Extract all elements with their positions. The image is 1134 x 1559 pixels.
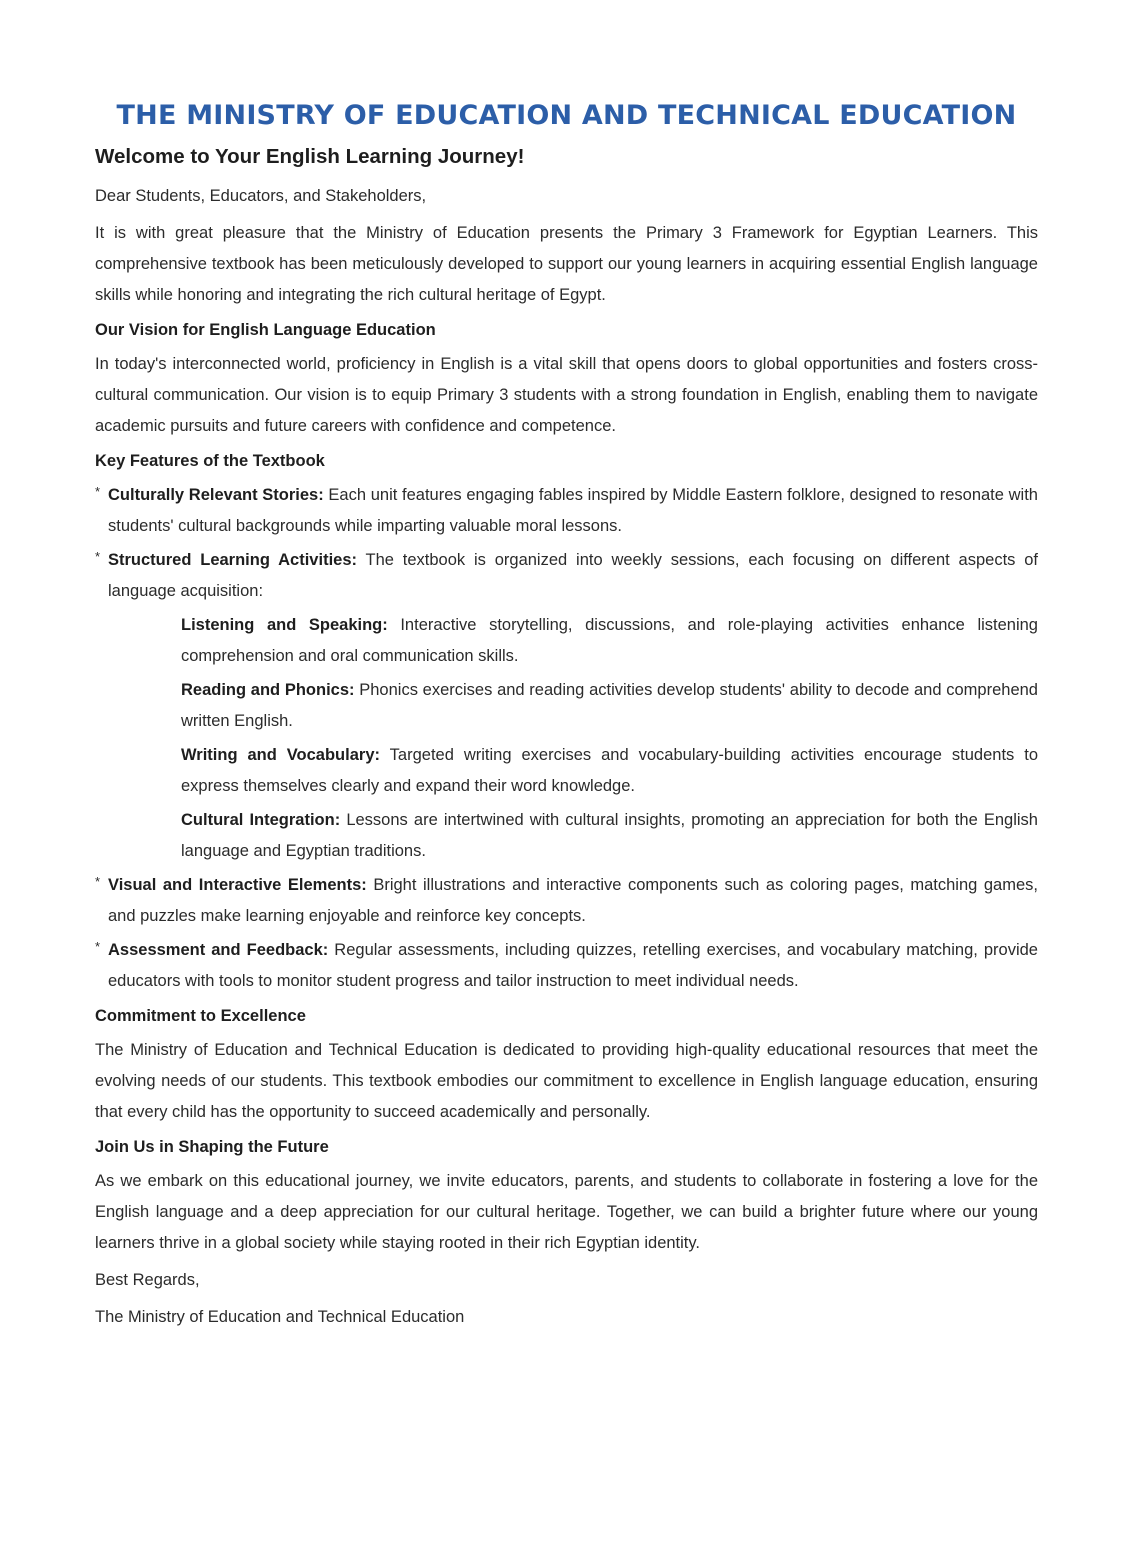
activity-text: Targeted writing exercises and vocabulary-building activities encourage students to express themselves clearly and expand their word knowledge.	[181, 746, 1038, 795]
vision-paragraph: In today's interconnected world, proficiency in English is a vital skill that opens doors to global opportunities and fosters cross-cultural communication. Our vision is to equip Primary 3 students with a strong foundation in English, enabling them to navigate academic pursuits and future careers with confidence and competence.	[95, 355, 1038, 435]
activity-label: Listening and Speaking:	[181, 616, 388, 634]
feature-item	[95, 480, 1038, 542]
feature-label: Structured Learning Activities:	[108, 551, 357, 569]
signature: The Ministry of Education and Technical Education	[95, 1308, 465, 1326]
feature-label: Assessment and Feedback:	[108, 941, 329, 959]
commitment-paragraph: The Ministry of Education and Technical Education is dedicated to providing high-quality educational resources that meet the evolving needs of our students. This textbook embodies our commitment to excellence in English language education, ensuring that every child has the opportunity to succeed academically and personally.	[95, 1041, 1038, 1121]
activity-text: Interactive storytelling, discussions, and role-playing activities enhance listening comprehension and oral communication skills.	[181, 616, 1038, 665]
activity-item	[181, 675, 1038, 737]
activity-label: Cultural Integration:	[181, 811, 341, 829]
features-heading: Key Features of the Textbook	[95, 452, 325, 470]
feature-item	[95, 545, 1038, 867]
feature-text: The textbook is organized into weekly sessions, each focusing on different aspects of language acquisition:	[108, 551, 1038, 600]
bullet-icon: *	[95, 484, 101, 499]
features-list	[95, 480, 1038, 997]
intro-paragraph: It is with great pleasure that the Ministry of Education presents the Primary 3 Framework for Egyptian Learners. This comprehensive textbook has been meticulously developed to support our young learners in acquiring essential English language skills while honoring and integrating the rich cultural heritage of Egypt.	[95, 224, 1038, 304]
activities-sublist	[181, 610, 1038, 867]
salutation: Dear Students, Educators, and Stakeholders,	[95, 187, 427, 205]
activity-item	[181, 610, 1038, 672]
feature-label: Culturally Relevant Stories:	[108, 486, 324, 504]
bullet-icon: *	[95, 874, 101, 889]
join-heading: Join Us in Shaping the Future	[95, 1138, 329, 1156]
feature-item	[95, 935, 1038, 997]
activity-label: Reading and Phonics:	[181, 681, 355, 699]
feature-label: Visual and Interactive Elements:	[108, 876, 367, 894]
activity-label: Writing and Vocabulary:	[181, 746, 380, 764]
activity-item	[181, 740, 1038, 802]
bullet-icon: *	[95, 549, 101, 564]
feature-text: Bright illustrations and interactive components such as coloring pages, matching games, and puzzles make learning enjoyable and reinforce key concepts.	[108, 876, 1038, 925]
closing: Best Regards,	[95, 1271, 200, 1289]
vision-heading: Our Vision for English Language Education	[95, 321, 436, 339]
page-title: THE MINISTRY OF EDUCATION AND TECHNICAL EDUCATION	[116, 100, 1017, 131]
welcome-heading: Welcome to Your English Learning Journey!	[95, 145, 525, 168]
activity-text: Phonics exercises and reading activities develop students' ability to decode and comprehend written English.	[181, 681, 1038, 730]
bullet-icon: *	[95, 939, 101, 954]
feature-text: Each unit features engaging fables inspired by Middle Eastern folklore, designed to resonate with students' cultural backgrounds while imparting valuable moral lessons.	[108, 486, 1038, 535]
feature-item	[95, 870, 1038, 932]
activity-text: Lessons are intertwined with cultural insights, promoting an appreciation for both the English language and Egyptian traditions.	[181, 811, 1038, 860]
join-paragraph: As we embark on this educational journey, we invite educators, parents, and students to collaborate in fostering a love for the English language and a deep appreciation for our cultural heritage. Together, we can build a brighter future where our young learners thrive in a global society while staying rooted in their rich Egyptian identity.	[95, 1172, 1038, 1252]
activity-item	[181, 805, 1038, 867]
commitment-heading: Commitment to Excellence	[95, 1007, 306, 1025]
feature-text: Regular assessments, including quizzes, retelling exercises, and vocabulary matching, provide educators with tools to monitor student progress and tailor instruction to meet individual needs.	[108, 941, 1038, 990]
